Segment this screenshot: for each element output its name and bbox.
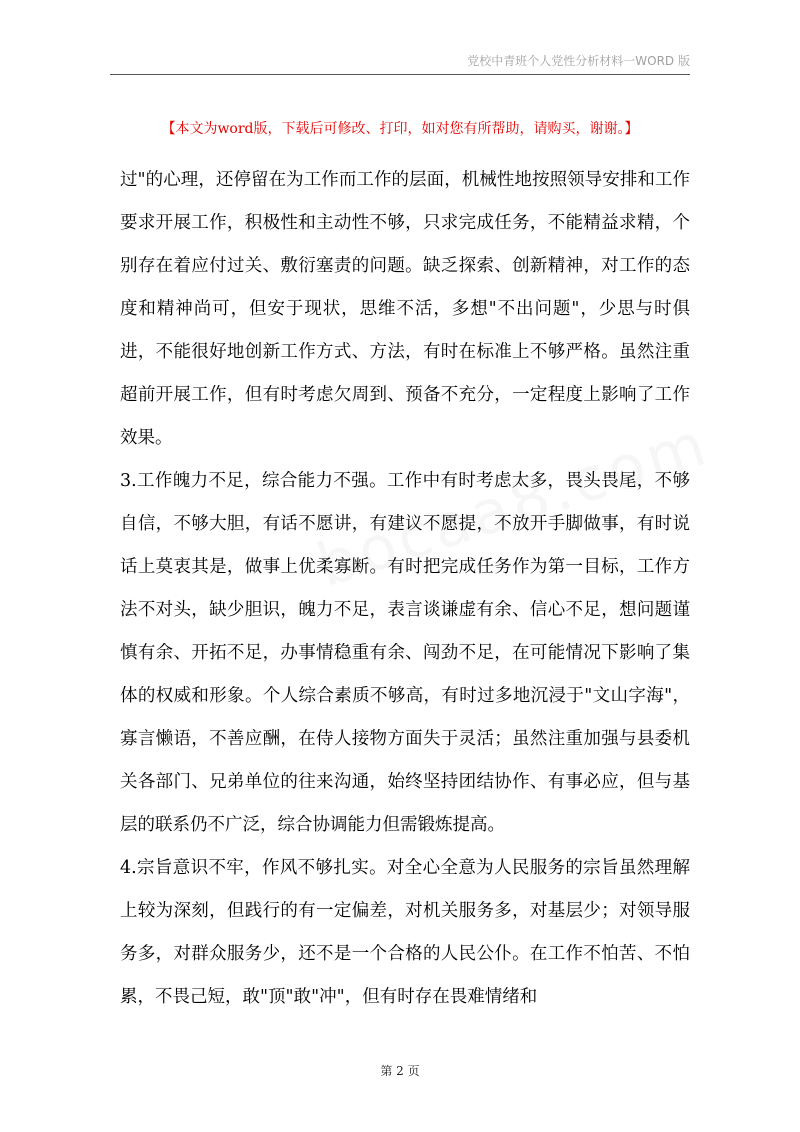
page-number: 第 2 页 <box>380 1064 420 1078</box>
purchase-notice: 【本文为word版，下载后可修改、打印，如对您有所帮助，请购买，谢谢。】 <box>161 121 639 137</box>
paragraph-continuation: 过"的心理，还停留在为工作而工作的层面，机械性地按照领导安排和工作要求开展工作，积极性和主动性不够，只求完成任务，不能精益求精，个别存在着应付过关、敷衍塞责的问题。缺乏探索、创新精神，对工作的态度和精神尚可，但安于现状，思维不活，多想"不出问题"，少思与时俱进，不能很好地创新工作方式、方法，有时在标准上不够严格。虽然注重超前开展工作，但有时考虑欠周到、预备不充分，一定程度上影响了工作效果。 <box>120 170 690 448</box>
document-body <box>120 159 690 1019</box>
paragraph-item-3: 3.工作魄力不足，综合能力不强。工作中有时考虑太多，畏头畏尾，不够自信，不够大胆，有话不愿讲，有建议不愿提，不放开手脚做事，有时说话上莫衷其是，做事上优柔寡断。有时把完成任务作为第一目标，工作方法不对头，缺少胆识，魄力不足，表言谈谦虚有余、信心不足，想问题谨慎有余、开拓不足，办事情稳重有余、闯劲不足，在可能情况下影响了集体的权威和形象。个人综合素质不够高，有时过多地沉浸于"文山字海"，寡言懒语，不善应酬，在侍人接物方面失于灵活；虽然注重加强与县委机关各部门、兄弟单位的往来沟通，始终坚持团结协作、有事必应，但与基层的联系仍不广泛，综合协调能力但需锻炼提高。 <box>120 471 690 835</box>
paragraph-item-4: 4.宗旨意识不牢，作风不够扎实。对全心全意为人民服务的宗旨虽然理解上较为深刻，但践行的有一定偏差，对机关服务多，对基层少；对领导服务多，对群众服务少，还不是一个合格的人民公仆。在工作不怕苦、不怕累，不畏己短，敢"顶"敢"冲"，但有时存在畏难情绪和 <box>120 858 690 1007</box>
header-divider <box>110 74 690 75</box>
document-header-title: 党校中青班个人党性分析材料一WORD 版 <box>467 54 690 68</box>
